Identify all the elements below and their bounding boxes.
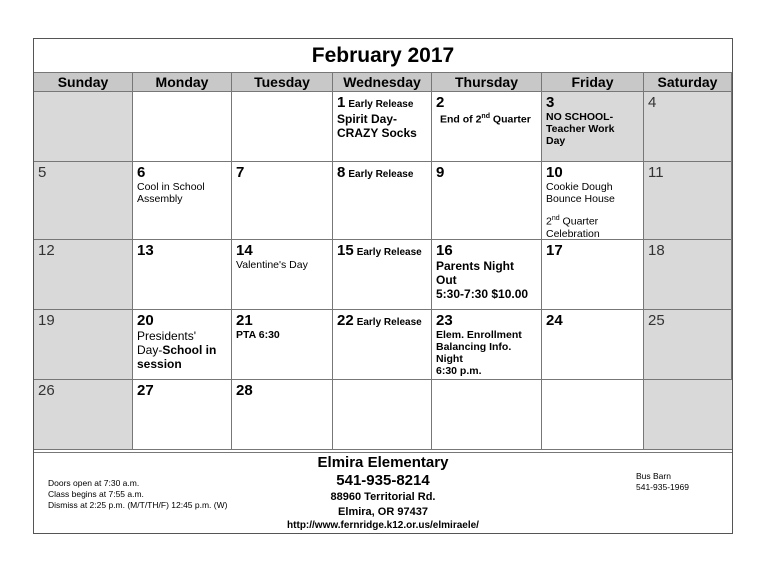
event-label: 2nd Quarter [546,215,599,228]
day-cell-28 [232,380,333,450]
school-address-line2: Elmira, OR 97437 [338,506,428,518]
day-cell-5 [34,162,133,240]
day-header-sunday: Sunday [34,72,133,92]
day-number: 25 [648,312,665,329]
day-number: 23 [436,312,453,329]
day-cell-14 [232,240,333,310]
day-number: 28 [236,382,253,399]
bus-barn-phone: 541-935-1969 [636,482,689,492]
day-header-saturday: Saturday [644,72,732,92]
day-cell-24 [542,310,644,380]
day-cell-empty [333,380,432,450]
day-number: 1 [337,94,346,111]
day-number: 22 [337,312,354,329]
day-number: 4 [648,94,657,111]
day-cell-11 [644,162,732,240]
day-cell-23 [432,310,542,380]
school-url: http://www.fernridge.k12.or.us/elmiraele/ [287,520,479,531]
event-label: Early Release [356,247,422,258]
event-label: Assembly [137,193,183,205]
event-label: Early Release [356,317,422,328]
day-number: 14 [236,242,253,259]
day-cell-25 [644,310,732,380]
event-label: Elem. Enrollment [436,329,522,341]
school-name: Elmira Elementary [317,454,449,471]
day-header-tuesday: Tuesday [232,72,333,92]
event-label: Bounce House [546,193,615,205]
day-cell-2 [432,92,542,162]
event-label: Teacher Work [546,123,615,135]
day-cell-4 [644,92,732,162]
day-cell-27 [133,380,232,450]
day-number: 12 [38,242,55,259]
calendar-frame [33,38,733,534]
event-label: PTA 6:30 [236,329,280,341]
calendar-grid [34,72,732,450]
day-header-wednesday: Wednesday [333,72,432,92]
event-label: Spirit Day- [337,112,398,126]
day-number: 24 [546,312,563,329]
day-header-monday: Monday [133,72,232,92]
day-number: 21 [236,312,253,329]
day-number: 2 [436,94,445,111]
day-cell-20 [133,310,232,380]
bus-barn-info [636,471,689,493]
day-number: 9 [436,164,445,181]
schedule-notes [48,478,227,511]
event-label: 5:30-7:30 $10.00 [436,287,529,301]
day-cell-8 [333,162,432,240]
school-phone: 541-935-8214 [336,472,430,489]
calendar-footer [34,452,732,535]
day-number: 7 [236,164,245,181]
dismiss-note: Dismiss at 2:25 p.m. (M/T/TH/F) 12:45 p.m. (W) [48,500,228,510]
day-cell-19 [34,310,133,380]
day-number: 11 [648,164,664,181]
day-cell-9 [432,162,542,240]
event-label: Balancing Info. Night [436,341,512,365]
school-address-line1: 88960 Territorial Rd. [330,491,436,503]
event-label: Early Release [348,169,414,180]
day-cell-empty [133,92,232,162]
class-begins-note: Class begins at 7:55 a.m. [48,489,144,499]
day-cell-21 [232,310,333,380]
day-number: 10 [546,164,563,181]
event-label: 6:30 p.m. [436,365,482,377]
day-number: 6 [137,164,146,181]
day-number: 17 [546,242,563,259]
calendar-title: February 2017 [311,44,455,67]
day-cell-18 [644,240,732,310]
bus-barn-label: Bus Barn [636,471,671,481]
event-label: Parents Night Out [436,259,515,287]
day-number: 26 [38,382,55,399]
day-cell-13 [133,240,232,310]
day-header-thursday: Thursday [432,72,542,92]
doors-open-note: Doors open at 7:30 a.m. [48,478,140,488]
event-label: Day [546,135,566,147]
day-cell-17 [542,240,644,310]
event-label: Day-School in [137,343,217,357]
day-number: 5 [38,164,47,181]
day-number: 15 [337,242,354,259]
day-cell-10 [542,162,644,240]
day-cell-15 [333,240,432,310]
event-label: Cookie Dough [546,181,613,193]
day-cell-3 [542,92,644,162]
event-label: Early Release [348,99,414,110]
event-label: CRAZY Socks [337,126,417,140]
day-cell-26 [34,380,133,450]
day-header-friday: Friday [542,72,644,92]
event-label: End of 2nd Quarter [440,113,531,126]
event-label: Presidents' [137,329,196,343]
day-cell-22 [333,310,432,380]
day-cell-1 [333,92,432,162]
day-number: 19 [38,312,55,329]
day-cell-16 [432,240,542,310]
day-number: 20 [137,312,154,329]
event-label: NO SCHOOL- [546,111,614,123]
day-cell-empty [232,92,333,162]
event-label: Valentine's Day [236,259,308,271]
day-cell-empty [34,92,133,162]
day-number: 8 [337,164,346,181]
day-cell-empty [542,380,644,450]
day-number: 13 [137,242,154,259]
day-cell-12 [34,240,133,310]
day-number: 27 [137,382,154,399]
day-number: 18 [648,242,665,259]
event-label: session [137,357,182,371]
day-cell-7 [232,162,333,240]
day-number: 3 [546,94,555,111]
day-cell-6 [133,162,232,240]
event-label: Cool in School [137,181,205,193]
event-label: Celebration [546,227,600,240]
day-number: 16 [436,242,453,259]
day-cell-empty [644,380,732,450]
day-cell-empty [432,380,542,450]
